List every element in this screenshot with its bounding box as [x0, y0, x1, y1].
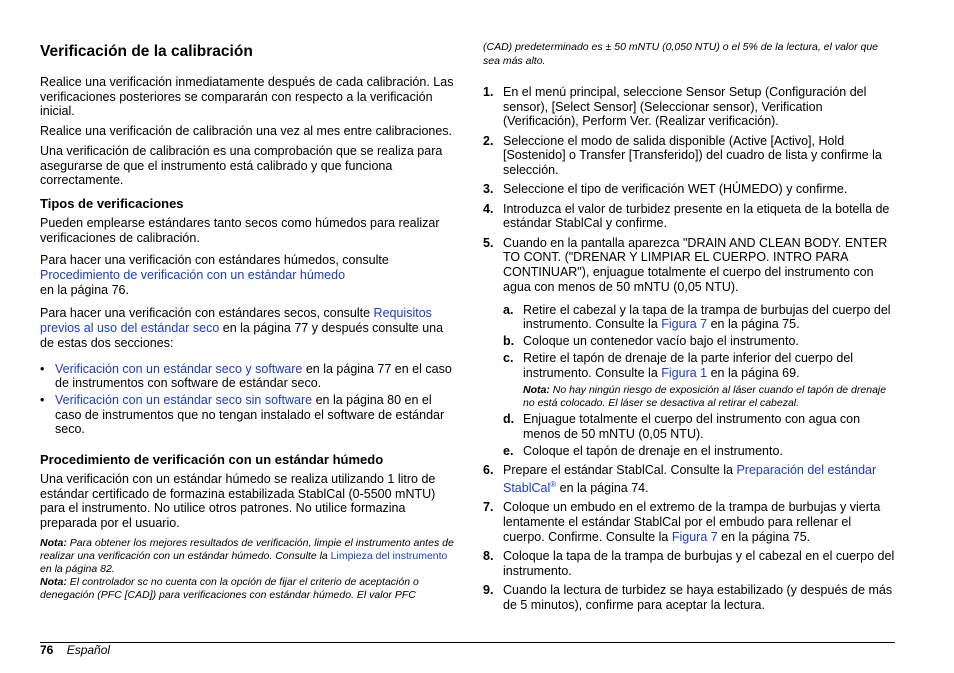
bullet-list — [40, 362, 456, 438]
footer-language: Español — [66, 643, 111, 657]
note: Nota: Para obtener los mejores resultados de verificación, limpie el instrumento antes de realizar una verificación con un estándar húmedo. Consulte la Limpieza del instrumento en la página 82. — [40, 536, 454, 575]
step-item: 2. Seleccione el modo de salida disponible (Active [Activo], Hold [Sostenido] o Transfer [Transferido]) del cuadro de lista y confirme la selección. — [483, 133, 882, 178]
paragraph: Una verificación con un estándar húmedo se realiza utilizando 1 litro de estándar certificado de formazina estabilizada StablCal (0-5500 mNTU) para el instrumento. No utilice otros patrones. No utilice formazina preparada por el usuario. — [40, 472, 436, 531]
link-cleaning[interactable]: Limpieza del instrumento — [330, 549, 448, 562]
footer-divider — [40, 642, 895, 643]
note: Nota: No hay ningún riesgo de exposición al láser cuando el tapón de drenaje no está colocado. El láser se desactiva al retirar el cabezal. — [523, 383, 887, 409]
step-item: 7. Coloque un embudo en el extremo de la trampa de burbujas y vierta lentamente el estándar StablCal por el embudo para rellenar el cuerpo. Confirme. Consulte la Figura 7 en la página 75. — [483, 500, 881, 544]
step-item: 5. Cuando en la pantalla aparezca "DRAIN AND CLEAN BODY. ENTER TO CONT. ("DRENAR Y LIMPIAR EL CUERPO. INTRO PARA CONTINUAR"), enjuague totalmente el cuerpo del instrumento con agua con menos de 50 mNTU (0,05 NTU). a. Retire el cabezal y la tapa de la trampa de burbujas del cuerpo del instrumento. Consulte la Figura 7 en la página 75. b. Coloque un contenedor vacío bajo el instrumento. c. Retire el tapón de drenaje de la parte inferior del cuerpo del instrumento. Consulte la Figura 1 en la página 69. Nota: No hay ningún riesgo de exposición al láser cuando el tapón de drenaje no está colocado. El láser se desactiva al retirar el cabezal. d. Enjuague totalmente el cuerpo del instrumento con agua con menos de 50 mNTU (0,05 NTU). e. Coloque el tapón de drenaje en el instrumento. — [483, 236, 895, 459]
steps-list — [483, 85, 895, 613]
page-number: 76 — [40, 643, 54, 657]
left-column — [40, 40, 456, 602]
link-dry-without-software[interactable]: Verificación con un estándar seco sin software — [55, 392, 313, 407]
paragraph-dry-reference: Para hacer una verificación con estándares secos, consulte Requisitos previos al uso del estándar seco en la página 77 y después consulte una de estas dos secciones: — [40, 306, 444, 350]
section-title: Verificación de la calibración — [40, 43, 253, 60]
subsection-title-procedure: Procedimiento de verificación con un estándar húmedo — [40, 452, 384, 468]
paragraph-wet-reference: Para hacer una verificación con estándares húmedos, consulte Procedimiento de verificación con un estándar húmedo en la página 76. — [40, 253, 389, 297]
substep-item: e. Coloque el tapón de drenaje en el instrumento. — [503, 444, 783, 458]
paragraph: Una verificación de calibración es una comprobación que se realiza para asegurarse de que el instrumento está calibrado y que funciona correctamente. — [40, 143, 443, 188]
step-item: 4. Introduzca el valor de turbidez presente en la etiqueta de la botella de estándar StablCal y confirme. — [483, 201, 890, 231]
subsection-title-tipos: Tipos de verificaciones — [40, 195, 184, 211]
step-item: 6. Prepare el estándar StablCal. Consulte la Preparación del estándar StablCal® en la página 74. — [483, 463, 877, 496]
right-column — [483, 40, 895, 617]
page-footer — [40, 643, 110, 657]
link-wet-procedure[interactable]: Procedimiento de verificación con un estándar húmedo — [40, 268, 346, 283]
substep-item: d. Enjuague totalmente el cuerpo del instrumento con agua con menos de 50 mNTU (0,05 NTU). — [503, 412, 861, 441]
step-item: 9. Cuando la lectura de turbidez se haya estabilizado (y después de más de 5 minutos), confirme para aceptar la lectura. — [483, 583, 893, 612]
paragraph: Pueden emplearse estándares tanto secos como húmedos para realizar verificaciones de calibración. — [40, 215, 440, 245]
link-stablcal-preparation[interactable]: Preparación del estándar StablCal® — [503, 463, 877, 496]
step-item: 8. Coloque la tapa de la trampa de burbujas y el cabezal en el cuerpo del instrumento. — [483, 549, 895, 578]
note: Nota: El controlador sc no cuenta con la opción de fijar el criterio de aceptación o denegación (PFC [CAD]) para verificaciones con estándar húmedo. El valor PFC — [40, 575, 419, 601]
substeps-list — [503, 303, 895, 459]
step-item: 1. En el menú principal, seleccione Sensor Setup (Configuración del sensor), [Select Sensor] (Seleccionar sensor), Verification (Verificación), Perform Ver. (Realizar verificación). — [483, 85, 867, 129]
substep-item: a. Retire el cabezal y la tapa de la trampa de burbujas del cuerpo del instrumento. Consulte la Figura 7 en la página 75. — [503, 302, 891, 332]
link-figure-7[interactable]: Figura 7 — [671, 529, 718, 544]
link-figure-7[interactable]: Figura 7 — [661, 317, 708, 332]
bullet-icon: • — [40, 361, 45, 376]
step-item: 3. Seleccione el tipo de verificación WET (HÚMEDO) y confirme. — [483, 182, 848, 197]
substep-item: c. Retire el tapón de drenaje de la parte inferior del cuerpo del instrumento. Consulte la Figura 1 en la página 69. Nota: No hay ningún riesgo de exposición al láser cuando el tapón de drenaje no está colocado. El láser se desactiva al retirar el cabezal. — [503, 351, 895, 409]
paragraph: Realice una verificación inmediatamente después de cada calibración. Las verificaciones posteriores se compararán con respecto a la verificación inicial. — [40, 75, 454, 119]
substep-item: b. Coloque un contenedor vacío bajo el instrumento. — [503, 334, 799, 349]
link-figure-1[interactable]: Figura 1 — [661, 366, 708, 381]
link-dry-prerequisites[interactable]: Requisitos previos al uso del estándar seco — [40, 306, 432, 336]
note-continuation: (CAD) predeterminado es ± 50 mNTU (0,050 NTU) o el 5% de la lectura, el valor que sea más alto. — [483, 41, 879, 67]
link-dry-with-software[interactable]: Verificación con un estándar seco y software — [55, 361, 303, 376]
list-item: • Verificación con un estándar seco y software en la página 77 en el caso de instrumentos con software de estándar seco. — [40, 361, 452, 391]
paragraph: Realice una verificación de calibración una vez al mes entre calibraciones. — [40, 124, 453, 139]
list-item: • Verificación con un estándar seco sin software en la página 80 en el caso de instrumentos que no tengan instalado el software de estándar seco. — [40, 392, 445, 437]
bullet-icon: • — [40, 392, 45, 407]
